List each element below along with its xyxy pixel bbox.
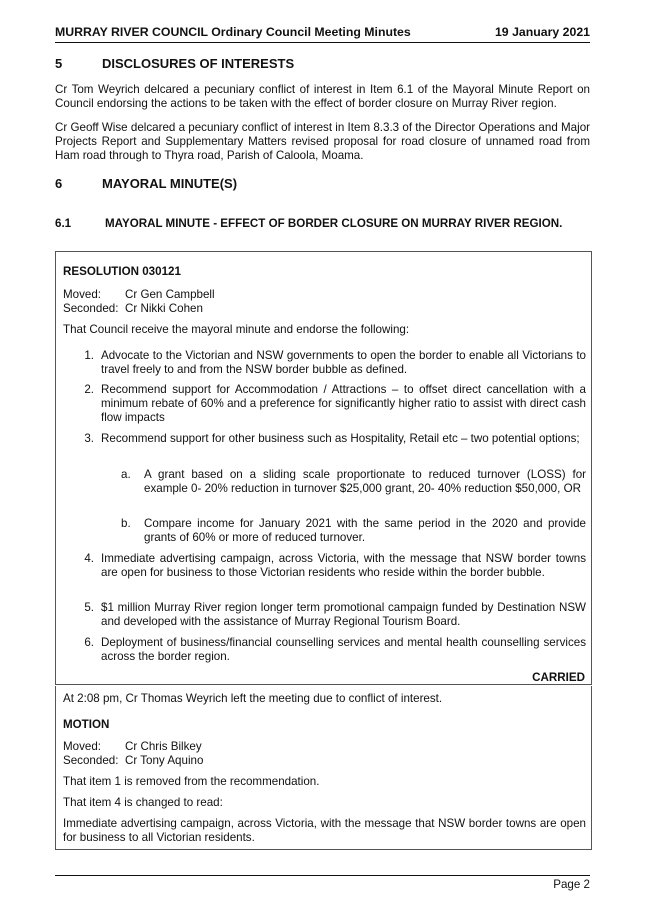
section-5-title: DISCLOSURES OF INTERESTS <box>102 56 295 71</box>
list-item <box>63 432 586 446</box>
list-item-text: Immediate advertising campaign, across Victoria, with the message that NSW border towns are open for business to those Victorian residents who reside within the border bubble. <box>101 552 586 580</box>
seconded-label: Seconded: <box>63 754 119 767</box>
sub-list-item-text: A grant based on a sliding scale proportionate to reduced turnover (LOSS) for example 0- 20% reduction in turnover $25,000 grant, 20- 40% reduction $50,000, OR <box>144 468 586 496</box>
list-item-text: Recommend support for other business such as Hospitality, Retail etc – two potential options; <box>101 432 580 445</box>
list-item-number: 3. <box>84 432 94 445</box>
motion-box <box>55 686 592 850</box>
departure-note: At 2:08 pm, Cr Thomas Weyrich left the meeting due to conflict of interest. <box>63 692 443 705</box>
motion-moved <box>63 740 202 754</box>
item-6-1-title: MAYORAL MINUTE - EFFECT OF BORDER CLOSURE ON MURRAY RIVER REGION. <box>105 217 563 230</box>
moved-value: Cr Gen Campbell <box>125 288 215 301</box>
seconded-label: Seconded: <box>63 302 119 315</box>
motion-line-1: That item 1 is removed from the recommendation. <box>63 775 320 788</box>
resolution-intro: That Council receive the mayoral minute and endorse the following: <box>63 323 410 336</box>
header-date: 19 January 2021 <box>494 25 590 39</box>
resolution-seconded <box>63 302 203 316</box>
sub-list-item <box>111 517 586 545</box>
resolution-box <box>55 251 592 685</box>
section-6-heading <box>55 176 237 192</box>
section-6-title: MAYORAL MINUTE(S) <box>102 176 238 191</box>
list-item-text: Deployment of business/financial counselling services and mental health counselling services across the border region. <box>101 636 586 664</box>
list-item-number: 1. <box>84 349 94 362</box>
list-item <box>63 383 586 426</box>
section-6-number: 6 <box>55 176 63 191</box>
moved-value: Cr Chris Bilkey <box>125 740 202 753</box>
list-item-text: Recommend support for Accommodation / Attractions – to offset direct cancellation with a minimum rebate of 60% and a preference for significantly higher ratio to assist with direct cash flow impacts <box>101 383 586 425</box>
list-item-text: Advocate to the Victorian and NSW governments to open the border to enable all Victorians to travel freely to and from the NSW border bubble as defined. <box>101 349 586 377</box>
sub-list-item-text: Compare income for January 2021 with the same period in the 2020 and provide grants of 60% or more of reduced turnover. <box>144 517 586 545</box>
list-item-number: 6. <box>84 636 94 649</box>
list-item <box>63 636 586 664</box>
item-6-1-heading <box>55 216 590 231</box>
seconded-value: Cr Nikki Cohen <box>125 302 203 315</box>
list-item <box>63 601 586 629</box>
motion-title: MOTION <box>63 718 110 731</box>
page-header <box>55 24 590 40</box>
seconded-value: Cr Tony Aquino <box>125 754 204 767</box>
list-item-number: 4. <box>84 552 94 565</box>
section-5-number: 5 <box>55 56 63 71</box>
header-title: MURRAY RIVER COUNCIL Ordinary Council Meeting Minutes <box>55 25 411 39</box>
list-item-number: 5. <box>84 601 94 614</box>
list-item-text: $1 million Murray River region longer term promotional campaign funded by Destination NSW and developed with the assistance of Murray Regional Tourism Board. <box>101 601 586 629</box>
list-item-number: 2. <box>84 383 94 396</box>
item-6-1-number: 6.1 <box>55 217 72 230</box>
header-rule <box>55 42 590 43</box>
moved-label: Moved: <box>63 740 102 753</box>
page-number: Page 2 <box>553 878 590 891</box>
sub-list-item-letter: a. <box>121 468 131 481</box>
motion-seconded <box>63 754 203 768</box>
disclosure-paragraph-2: Cr Geoff Wise delcared a pecuniary conflict of interest in Item 8.3.3 of the Director Operations and Major Projects Report and Supplementary Matters revised proposal for road closure of unnamed road from Ham road through to Thyra road, Parish of Caloola, Moama. <box>55 121 590 163</box>
list-item <box>63 552 586 580</box>
resolution-moved <box>63 288 215 302</box>
moved-label: Moved: <box>63 288 102 301</box>
list-item <box>63 349 586 377</box>
resolution-title: RESOLUTION 030121 <box>63 265 181 278</box>
motion-line-3: Immediate advertising campaign, across Victoria, with the message that NSW border towns are open for business to all Victorian residents. <box>63 817 586 845</box>
disclosure-paragraph-1: Cr Tom Weyrich delcared a pecuniary conflict of interest in Item 6.1 of the Mayoral Minute Report on Council endorsing the actions to be taken with the effect of border closure on Murray River region. <box>55 83 590 111</box>
sub-list-item <box>111 468 586 496</box>
footer-rule <box>55 875 590 876</box>
motion-line-2: That item 4 is changed to read: <box>63 796 223 809</box>
section-5-heading <box>55 56 294 72</box>
sub-list-item-letter: b. <box>121 517 131 530</box>
resolution-outcome: CARRIED <box>532 671 585 684</box>
